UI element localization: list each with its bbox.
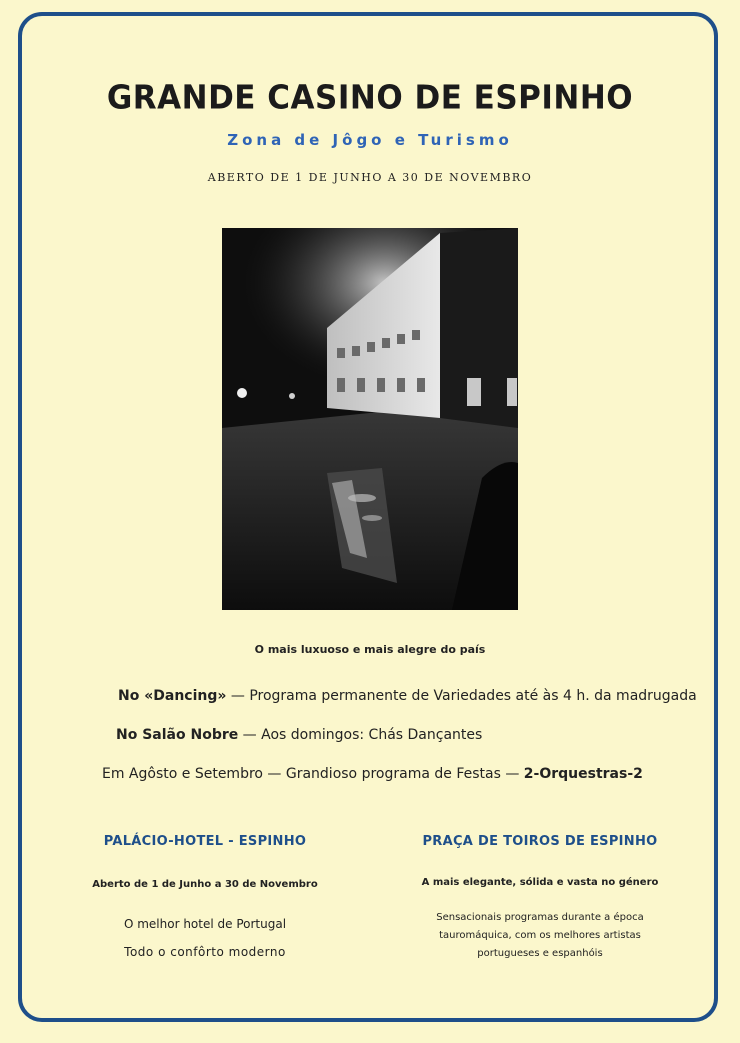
season-dates: ABERTO DE 1 DE JUNHO A 30 DE NOVEMBRO bbox=[207, 171, 533, 184]
praca-line-3: portugueses e espanhóis bbox=[477, 948, 603, 959]
praca-line-2: tauromáquica, com os melhores artistas bbox=[439, 930, 641, 941]
hotel-line-2: Todo o confôrto moderno bbox=[124, 945, 286, 959]
praca-line-1: Sensacionais programas durante a época bbox=[436, 912, 644, 923]
praca-subtitle: A mais elegante, sólida e vasta no género bbox=[421, 877, 659, 888]
casino-night-photo bbox=[222, 228, 518, 610]
festas-text: Em Agôsto e Setembro — Grandioso programa de Festas — bbox=[102, 766, 524, 782]
praca-title: PRAÇA DE TOIROS DE ESPINHO bbox=[422, 834, 658, 849]
orquestras-text: 2-Orquestras-2 bbox=[523, 766, 643, 782]
page-title: GRANDE CASINO DE ESPINHO bbox=[106, 79, 634, 117]
dancing-line bbox=[118, 688, 697, 704]
casino-night-photo-illustration bbox=[222, 228, 518, 610]
hotel-line-1: O melhor hotel de Portugal bbox=[123, 917, 287, 931]
tagline: O mais luxuoso e mais alegre do país bbox=[254, 643, 486, 656]
hotel-title: PALÁCIO-HOTEL - ESPINHO bbox=[103, 834, 307, 849]
festas-line bbox=[102, 766, 643, 782]
dancing-label: No «Dancing» bbox=[118, 688, 227, 704]
praca-description bbox=[390, 909, 690, 963]
salao-label: No Salão Nobre bbox=[116, 727, 239, 743]
salao-line bbox=[116, 727, 482, 743]
salao-text: — Aos domingos: Chás Dançantes bbox=[238, 727, 483, 743]
hotel-dates: Aberto de 1 de Junho a 30 de Novembro bbox=[92, 879, 318, 890]
dancing-text: — Programa permanente de Variedades até às 4 h. da madrugada bbox=[226, 688, 697, 704]
page-subtitle: Zona de Jôgo e Turismo bbox=[227, 131, 513, 149]
